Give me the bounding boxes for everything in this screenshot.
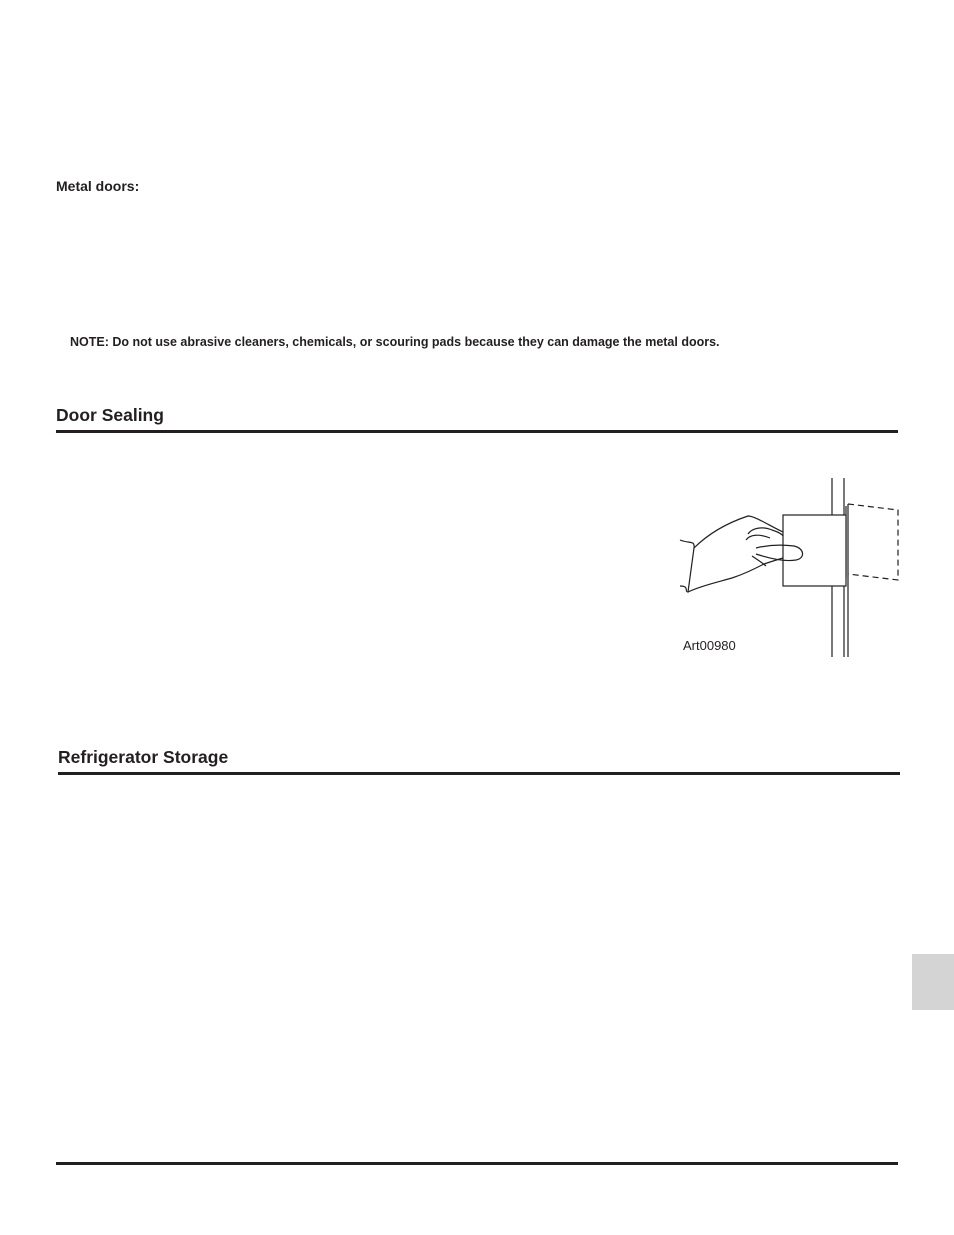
figure-label: Art00980 (683, 638, 736, 653)
metal-doors-subheading: Metal doors: (56, 178, 140, 194)
side-tab (912, 954, 954, 1010)
door-sealing-rule (56, 430, 898, 433)
hand-inserting-paper-in-door-gasket-icon (660, 474, 905, 660)
metal-doors-note: NOTE: Do not use abrasive cleaners, chemicals, or scouring pads because they can damage the metal doors. (70, 335, 720, 349)
refrigerator-storage-rule (58, 772, 900, 775)
door-sealing-title: Door Sealing (56, 405, 164, 425)
footer-rule (56, 1162, 898, 1165)
refrigerator-storage-title: Refrigerator Storage (58, 747, 229, 767)
